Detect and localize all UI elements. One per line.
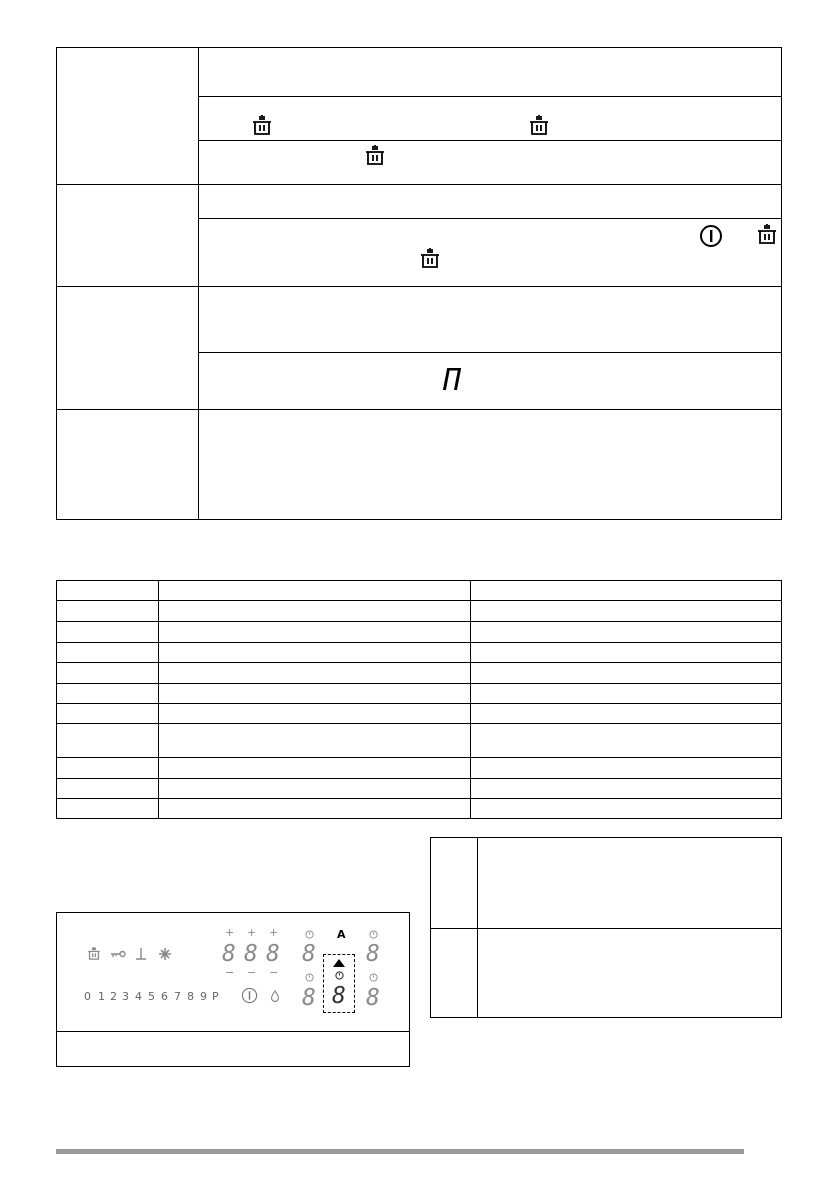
control-panel-caption-divider (56, 1031, 410, 1032)
asterisk-icon[interactable] (158, 947, 172, 961)
power-level-display: 8 (266, 941, 280, 967)
power-icon (699, 224, 723, 248)
timer-icon[interactable] (305, 973, 314, 982)
timer-display: 8 (302, 985, 316, 1011)
table-row-divider (198, 218, 782, 219)
timer-icon[interactable] (335, 971, 344, 980)
power-level-display: 8 (244, 941, 258, 967)
minus-button[interactable]: − (269, 966, 279, 979)
plus-button[interactable]: + (269, 926, 279, 939)
table-row-divider (56, 683, 782, 684)
hood-display: 8 (332, 983, 346, 1009)
timer-display: 8 (302, 941, 316, 967)
power-level-7[interactable]: 7 (174, 990, 181, 1003)
drop-icon[interactable] (270, 990, 280, 1002)
auto-icon[interactable]: A (337, 928, 346, 941)
pot-icon (528, 115, 550, 137)
table-row-divider (56, 642, 782, 643)
power-level-2[interactable]: 2 (110, 990, 117, 1003)
pot-icon (756, 224, 778, 246)
table-row-divider (56, 409, 782, 410)
timer-icon[interactable] (369, 973, 378, 982)
power-level-boost[interactable]: P (212, 990, 219, 1003)
table-row-divider (56, 757, 782, 758)
table-row-divider (56, 621, 782, 622)
table-col-divider (198, 47, 199, 520)
power-level-9[interactable]: 9 (200, 990, 207, 1003)
pot-icon[interactable] (87, 947, 101, 961)
power-level-0[interactable]: 0 (84, 990, 91, 1003)
minus-button[interactable]: − (225, 966, 235, 979)
table-row-divider (56, 798, 782, 799)
timer-display: 8 (366, 941, 380, 967)
info-table-top (56, 47, 782, 520)
power-level-5[interactable]: 5 (148, 990, 155, 1003)
page-footer-bar (56, 1149, 744, 1154)
fan-indicator-icon (333, 959, 345, 967)
table-col-divider (470, 580, 471, 819)
table-row-divider (56, 184, 782, 185)
power-level-6[interactable]: 6 (161, 990, 168, 1003)
power-level-8[interactable]: 8 (187, 990, 194, 1003)
table-row-divider (56, 600, 782, 601)
key-icon[interactable] (110, 949, 126, 959)
table-row-divider (56, 778, 782, 779)
table-row-divider (56, 703, 782, 704)
table-row-divider (198, 140, 782, 141)
note-box-row-divider (430, 928, 782, 929)
info-table-mid (56, 580, 782, 819)
table-row-divider (56, 723, 782, 724)
restart-glyph-icon: Π (443, 363, 462, 398)
power-level-display: 8 (222, 941, 236, 967)
pot-icon (419, 248, 441, 270)
minus-button[interactable]: − (247, 966, 257, 979)
timer-icon[interactable] (369, 930, 378, 939)
timer-display: 8 (366, 985, 380, 1011)
power-level-4[interactable]: 4 (135, 990, 142, 1003)
table-row-divider (198, 96, 782, 97)
pot-icon (251, 115, 273, 137)
timer-icon[interactable] (305, 930, 314, 939)
table-row-divider (56, 286, 782, 287)
plus-button[interactable]: + (247, 926, 257, 939)
power-icon[interactable] (241, 987, 258, 1004)
plus-button[interactable]: + (225, 926, 235, 939)
table-row-divider (56, 662, 782, 663)
pot-icon (364, 145, 386, 167)
table-col-divider (158, 580, 159, 819)
table-row-divider (198, 352, 782, 353)
power-level-1[interactable]: 1 (98, 990, 105, 1003)
pan-icon[interactable] (135, 947, 147, 961)
power-level-3[interactable]: 3 (122, 990, 129, 1003)
